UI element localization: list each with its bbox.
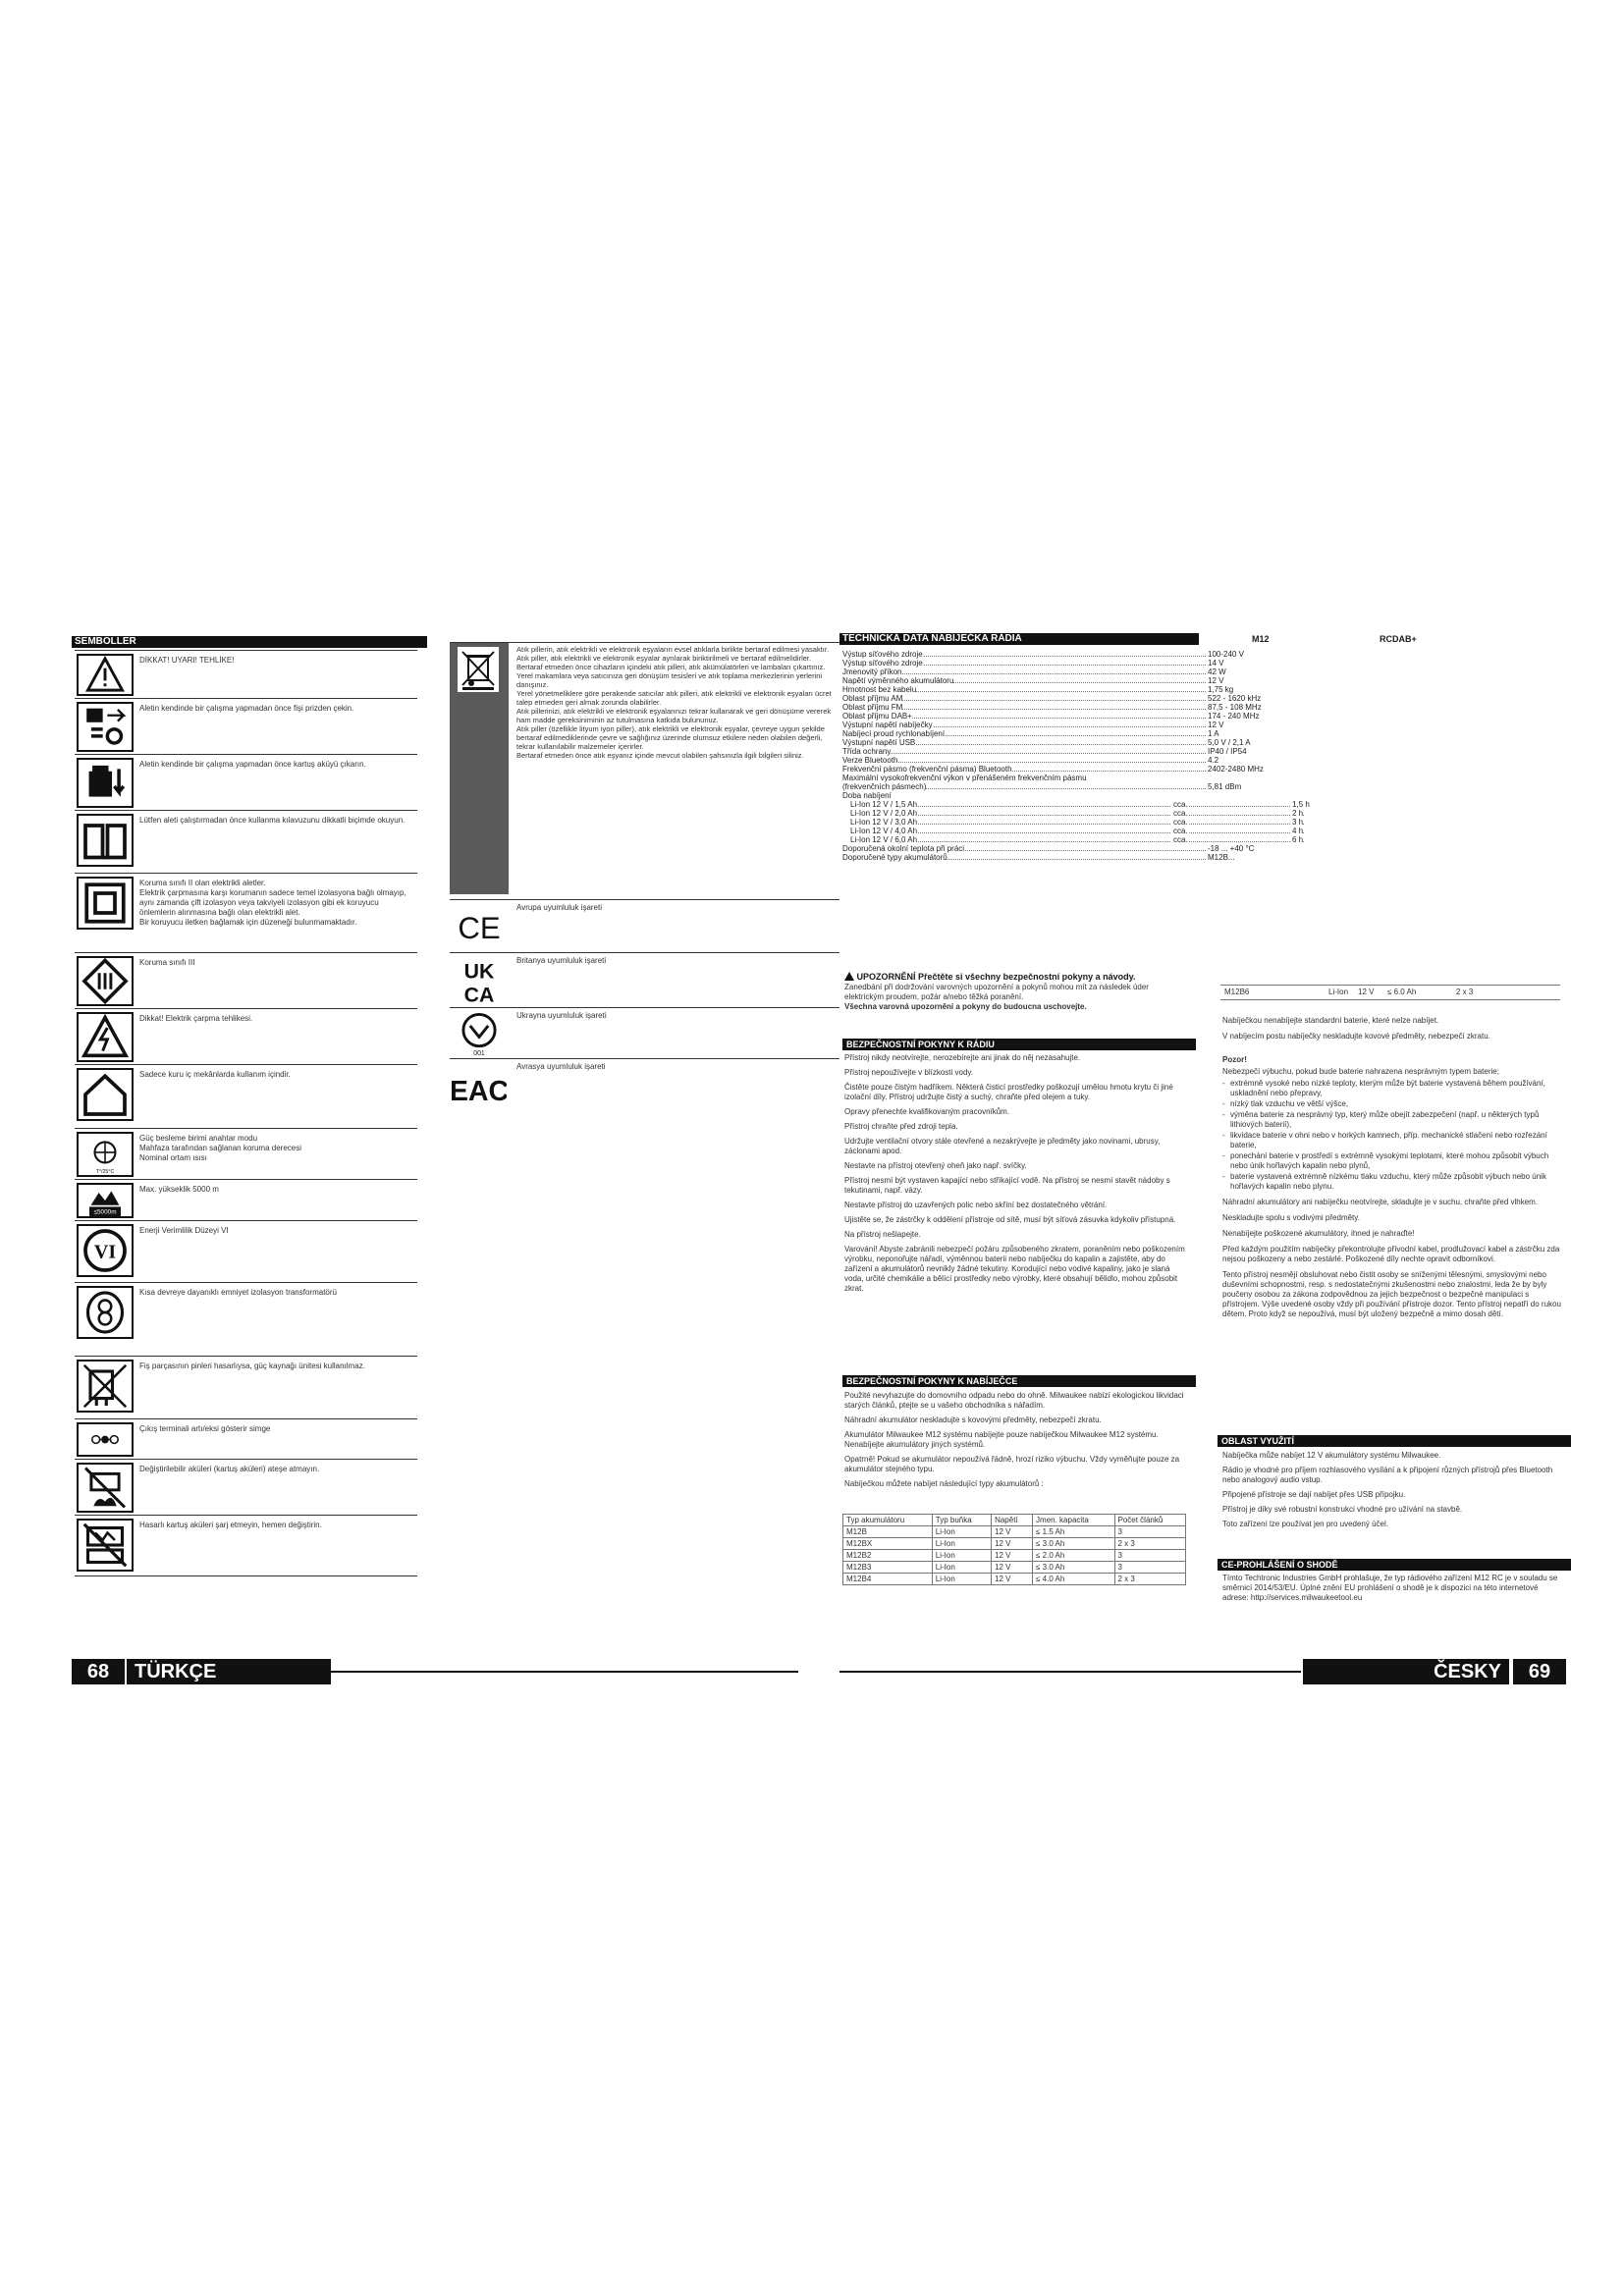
- damaged-battery-icon: [77, 1519, 134, 1572]
- table-cell: 12 V: [992, 1574, 1033, 1585]
- model-m12: M12: [1252, 634, 1270, 644]
- spec-row: [842, 659, 1304, 667]
- spec-row: [842, 667, 1304, 676]
- leader-dots: [850, 806, 1304, 807]
- usage-paras: [1222, 1451, 1566, 1534]
- disposal-icon-cell: [450, 643, 509, 894]
- radio-safety-header: BEZPEČNOSTNÍ POKYNY K RÁDIU: [842, 1039, 1196, 1050]
- bullet: -: [1222, 1172, 1225, 1181]
- remove-battery-icon: [77, 758, 134, 808]
- spec-label: Výstupní napětí USB: [842, 738, 916, 747]
- bullet: -: [1222, 1099, 1225, 1108]
- mark-row: [450, 952, 839, 1008]
- mark-text: Avrasya uyumluluk işareti: [516, 1062, 606, 1071]
- bt-cont-type: M12B6: [1224, 988, 1250, 996]
- table-cell: 3: [1114, 1550, 1186, 1562]
- spec-value: 12 V: [1208, 676, 1224, 685]
- battery-table-continued: [1220, 985, 1560, 1000]
- spec-row: [842, 791, 1304, 800]
- spec-value: 2 h: [1292, 809, 1304, 818]
- spec-label: Oblast příjmu DAB+: [842, 712, 912, 721]
- svg-text:UK: UK: [463, 959, 495, 984]
- table-row: [843, 1550, 1186, 1562]
- paragraph: Nenabíjejte poškozené akumulátory, ihned je nahraďte!: [1222, 1229, 1415, 1238]
- warning-text: Zanedbání při dodržování varovných upozornění a pokynů mohou mít za následek úder elektrickým proudem, požár a/nebo těžká poranění.: [844, 983, 1149, 1001]
- spec-approx: cca.: [1173, 827, 1188, 835]
- paragraph: Přístroj nikdy neotvírejte, nerozebírejte ani jinak do něj nezasahujte.: [844, 1053, 1081, 1062]
- battery-table-header: [843, 1515, 1186, 1526]
- ce-header: CE-PROHLÁŠENÍ O SHODĚ: [1218, 1559, 1571, 1571]
- spec-row: [842, 721, 1304, 729]
- spec-value: 87,5 - 108 MHz: [1208, 703, 1262, 712]
- spec-label: Třída ochrany: [842, 747, 892, 756]
- table-cell: 3: [1114, 1562, 1186, 1574]
- symbol-text: Aletin kendinde bir çalışma yapmadan önce kartuş aküyü çıkarın.: [139, 760, 366, 769]
- symbol-text: Max. yükseklik 5000 m: [139, 1185, 219, 1194]
- spec-row: [842, 738, 1304, 747]
- battery-table: [842, 1514, 1186, 1585]
- spec-label: Jmenovitý příkon: [842, 667, 902, 676]
- symbol-row: [75, 1128, 417, 1180]
- spec-value: 522 - 1620 kHz: [1208, 694, 1262, 703]
- wheelie-bin-crossed-icon: [458, 647, 499, 692]
- svg-text:≤5000m: ≤5000m: [93, 1208, 117, 1216]
- pozor-title: Pozor!: [1222, 1055, 1247, 1064]
- svg-text:EAC: EAC: [452, 1076, 507, 1107]
- warning-bold: Všechna varovná upozornění a pokyny do budoucna uschovejte.: [844, 1002, 1087, 1011]
- table-cell: 2 x 3: [1114, 1574, 1186, 1585]
- spec-label: Maximální vysokofrekvenční výkon v přenášeném frekvenčním pásmu: [842, 774, 1087, 782]
- spec-approx: cca.: [1173, 809, 1188, 818]
- symbol-row: [75, 1515, 417, 1576]
- mark-row: [450, 1058, 839, 1116]
- symbol-text: Hasarlı kartuş aküleri şarj etmeyin, hemen değiştirin.: [139, 1521, 322, 1529]
- list-item-text: extrémně vysoké nebo nízké teploty, kterým může být baterie vystavená během používání, uskladnění nebo přepravy,: [1230, 1079, 1545, 1097]
- spec-row: [842, 818, 1304, 827]
- spec-row: [842, 844, 1304, 853]
- charger-safety-header: BEZPEČNOSTNÍ POKYNY K NABÍJEČCE: [842, 1375, 1196, 1387]
- spec-approx: cca.: [1173, 800, 1188, 809]
- symbol-text: Dikkat! Elektrik çarpma tehlikesi.: [139, 1014, 253, 1023]
- spec-label: Verze Bluetooth: [842, 756, 898, 765]
- column-header: Napětí: [992, 1515, 1033, 1526]
- symbol-row: [75, 873, 417, 953]
- paragraph: Náhradní akumulátory ani nabíječku neotvírejte, skladujte je v suchu, chraňte před vlhkem.: [1222, 1198, 1539, 1206]
- symbol-text: Çıkış terminali artı/eksi gösterir simge: [139, 1424, 271, 1433]
- spec-value: 12 V: [1208, 721, 1224, 729]
- table-cell: 2 x 3: [1114, 1538, 1186, 1550]
- symbol-text: Fiş parçasının pinleri hasarlıysa, güç kaynağı ünitesi kullanılmaz.: [139, 1362, 365, 1370]
- table-cell: Li-Ion: [932, 1526, 991, 1538]
- symbol-text: Aletin kendinde bir çalışma yapmadan önce fişi prizden çekin.: [139, 704, 354, 713]
- symbol-row: [75, 1064, 417, 1129]
- language-label-left: TÜRKÇE: [127, 1659, 331, 1684]
- spec-row: [842, 729, 1304, 738]
- spec-label: Výstup síťového zdroje: [842, 650, 923, 659]
- table-cell: M12B2: [843, 1550, 933, 1562]
- footer-rule-right: [839, 1671, 1301, 1673]
- altitude-5000m-icon: [77, 1183, 134, 1218]
- spec-label: Napětí výměnného akumulátoru: [842, 676, 954, 685]
- paragraph: Na přístroj nešlapejte.: [844, 1230, 921, 1239]
- paragraph: Opravy přenechte kvalifikovaným pracovníkům.: [844, 1107, 1010, 1116]
- list-item: [1222, 1151, 1566, 1171]
- table-cell: 3: [1114, 1526, 1186, 1538]
- table-cell: 12 V: [992, 1562, 1033, 1574]
- table-cell: Li-Ion: [932, 1550, 991, 1562]
- spec-value: 42 W: [1208, 667, 1226, 676]
- symbol-row: [75, 1220, 417, 1283]
- list-item: [1222, 1079, 1566, 1098]
- paragraph: Náhradní akumulátor neskladujte s kovovými předměty, nebezpečí zkratu.: [844, 1415, 1102, 1424]
- spec-value: 3 h: [1292, 818, 1304, 827]
- mark-text: Ukrayna uyumluluk işareti: [516, 1011, 607, 1020]
- class-ii-icon: [77, 877, 134, 930]
- spec-value: 4 h: [1292, 827, 1304, 835]
- spec-approx: cca.: [1173, 835, 1188, 844]
- footer-rule-left: [323, 1671, 798, 1673]
- list-item: [1222, 1131, 1566, 1150]
- symbols-bottom-rule: [75, 1575, 417, 1576]
- leader-dots: [842, 753, 1206, 754]
- table-cell: Li-Ion: [932, 1562, 991, 1574]
- paragraph: Neskladujte spolu s vodivými předměty.: [1222, 1213, 1360, 1222]
- table-cell: Li-Ion: [932, 1538, 991, 1550]
- bullet: -: [1222, 1151, 1225, 1160]
- table-cell: M12B: [843, 1526, 933, 1538]
- symbol-text: Değiştirilebilir aküleri (kartuş aküleri) ateşe atmayın.: [139, 1465, 320, 1473]
- paragraph: Akumulátor Milwaukee M12 systému nabíjejte pouze nabíječkou Milwaukee M12 systému. Nenabíjejte akumulátory jiných systémů.: [844, 1430, 1159, 1449]
- svg-text:001: 001: [473, 1049, 485, 1056]
- warning-block: [844, 972, 1178, 1012]
- list-item-text: ponechání baterie v prostředí s extrémně vysokými teplotami, které mohou způsobit výbuch nebo únik hořlavých kapalin nebo plynů,: [1230, 1151, 1549, 1170]
- table-cell: 12 V: [992, 1526, 1033, 1538]
- spec-approx: cca.: [1173, 818, 1188, 827]
- leader-dots: [850, 824, 1304, 825]
- pozor-intro: Nebezpečí výbuchu, pokud bude baterie nahrazena nesprávným typem baterie;: [1222, 1067, 1499, 1076]
- column-header: Typ buňka: [932, 1515, 991, 1526]
- paragraph: Použité nevyhazujte do domovního odpadu nebo do ohně. Milwaukee nabízí ekologickou likvidaci starých článků, ptejte se u vašeho obchodníka s nářadím.: [844, 1391, 1184, 1410]
- paragraph: Ujistěte se, že zástrčky k oddělení přístroje od sítě, musí být síťová zásuvka kdykoliv přístupná.: [844, 1215, 1176, 1224]
- spec-label: Výstupní napětí nabíječky: [842, 721, 933, 729]
- spec-label: Nabíjecí proud rychlonabíjení: [842, 729, 946, 738]
- symbol-row: [75, 698, 417, 755]
- spec-row: [842, 809, 1304, 818]
- spec-label: Doporučené typy akumulátorů: [842, 853, 947, 862]
- column-header: Jmen. kapacita: [1033, 1515, 1114, 1526]
- spec-row: [842, 676, 1304, 685]
- spec-row: [842, 685, 1304, 694]
- spec-row: [842, 712, 1304, 721]
- spec-value: 174 - 240 MHz: [1208, 712, 1260, 721]
- paragraph: Nabíječka může nabíjet 12 V akumulátory systému Milwaukee.: [1222, 1451, 1441, 1460]
- symbol-row: [75, 1356, 417, 1419]
- leader-dots: [850, 832, 1304, 833]
- unplug-icon: [77, 702, 134, 752]
- page-number-right: 69: [1513, 1659, 1566, 1684]
- tech-header: [839, 633, 1566, 645]
- spec-label: Doporučená okolní teplota při práci: [842, 844, 965, 853]
- spec-row: [842, 650, 1304, 659]
- paragraph: Přístroj chraňte před zdroji tepla.: [844, 1122, 958, 1131]
- paragraph: Připojené přístroje se dají nabíjet přes USB přípojku.: [1222, 1490, 1406, 1499]
- spec-row: [842, 782, 1304, 791]
- symbol-text: Enerji Verimlilik Düzeyi VI: [139, 1226, 229, 1235]
- spec-row: [842, 853, 1304, 862]
- bt-cont-cell: Li-Ion: [1328, 988, 1349, 996]
- language-label-right: ČESKY: [1303, 1659, 1509, 1684]
- symbol-text: Lütfen aleti çalıştırmadan önce kullanma kılavuzunu dikkatli biçimde okuyun.: [139, 816, 406, 825]
- bt-cont-volt: 12 V: [1358, 988, 1375, 996]
- spec-label: Li-Ion 12 V / 1,5 Ah: [850, 800, 918, 809]
- transformer-icon: [77, 1286, 134, 1339]
- radio-safety-paras: [844, 1053, 1190, 1299]
- spec-value: 6 h: [1292, 835, 1304, 844]
- table-row: [843, 1562, 1186, 1574]
- table-cell: ≤ 2.0 Ah: [1033, 1550, 1114, 1562]
- paragraph: Nestavte na přístroj otevřený oheň jako např. svíčky.: [844, 1161, 1027, 1170]
- battery-table-wrap: [842, 1514, 1186, 1585]
- mark-text: Britanya uyumluluk işareti: [516, 956, 607, 965]
- paragraph: Rádio je vhodné pro příjem rozhlasového vysílání a k připojení různých přístrojů přes Bluetooth nebo analogový audio vstup.: [1222, 1466, 1553, 1484]
- class-iii-icon: [77, 956, 134, 1006]
- table-cell: ≤ 3.0 Ah: [1033, 1538, 1114, 1550]
- spec-value: 1,75 kg: [1208, 685, 1234, 694]
- svg-text:CE: CE: [458, 911, 501, 945]
- list-item-text: baterie vystavená extrémně nízkému tlaku vzduchu, který může způsobit výbuch nebo únik hořlavých kapalin nebo plynu.: [1230, 1172, 1546, 1191]
- warning-triangle-icon: [844, 972, 854, 981]
- paragraph: Toto zařízení lze používat jen pro uvedený účel.: [1222, 1520, 1388, 1528]
- symbol-row: [75, 650, 417, 699]
- table-cell: ≤ 4.0 Ah: [1033, 1574, 1114, 1585]
- polarity-icon: [77, 1422, 134, 1457]
- table-row: [843, 1538, 1186, 1550]
- right-footer: [839, 1659, 1566, 1684]
- eac-mark-icon: [452, 1062, 507, 1113]
- spec-value: 1,5 h: [1292, 800, 1310, 809]
- spec-value: 100-240 V: [1208, 650, 1244, 659]
- bullet: -: [1222, 1131, 1225, 1140]
- tech-data-title: TECHNICKÁ DATA NABÍJEČKA RÁDIA: [839, 633, 1199, 645]
- symbols-header: SEMBOLLER: [72, 636, 427, 648]
- spec-row: [842, 835, 1304, 844]
- symbol-row: [75, 1418, 417, 1460]
- table-cell: M12B4: [843, 1574, 933, 1585]
- table-cell: M12B3: [843, 1562, 933, 1574]
- table-cell: ≤ 3.0 Ah: [1033, 1562, 1114, 1574]
- usage-header: OBLAST VYUŽITÍ: [1218, 1435, 1571, 1447]
- spec-row: [842, 765, 1304, 774]
- bt-cont-cap: ≤ 6.0 Ah: [1387, 988, 1417, 996]
- spec-row: [842, 756, 1304, 765]
- disposal-text: Atık pillerin, atık elektrikli ve elektronik eşyaların evsel atıklarla birlikte bertaraf edilmesi yasaktır. Atık piller, atık elektrikli ve elektronik eşyalar ayrılarak biriktirilmeli ve bertaraf edilmelidirler. Bertaraf etmeden önce cihazların içindeki atık pilleri, atık akümülatörleri ve lambaları çıkartınız. Yerel makamlara veya satıcınıza geri dönüşüm tesisleri ve atık toplama merkezlerinin yerlerini danışınız. Yerel yönetmeliklere göre perakende satıcılar atık pilleri, atık elektrikli ve elektronik eşyaları ücret talep etmeden geri almak zorunda olabilirler. Atık pillerinizi, atık elektrikli ve elektronik eşyalarınızı tekrar kullanarak ve geri dönüşüme vererek ham madde gereksiniminin az tutulmasına katkıda bulununuz. Atık piller (özellikle lityum iyon piller), atık elektrikli ve elektronik eşyalar, çevreye uygun şekilde bertaraf edilmediklerinde çevre ve sağlığınız üzerinde olumsuz etkilere neden olabilen değerli, tekrar kullanılabilir malzemeler içerirler. Bertaraf etmeden önce atık eşyanız içinde mevcut olabilen şahsınızla ilgili bilgileri siliniz.: [516, 645, 832, 760]
- spec-label: Li-Ion 12 V / 6,0 Ah: [850, 835, 918, 844]
- mark-text: Avrupa uyumluluk işareti: [516, 903, 603, 912]
- spec-value: IP40 / IP54: [1208, 747, 1247, 756]
- spec-label: Frekvenční pásmo (frekvenční pásma) Bluetooth: [842, 765, 1012, 774]
- spec-label: Hmotnost bez kabelu: [842, 685, 917, 694]
- symbol-text: Kısa devreye dayanıklı emniyet izolasyon transformatörü: [139, 1288, 337, 1297]
- column-header: Typ akumulátoru: [843, 1515, 933, 1526]
- spec-row: [842, 703, 1304, 712]
- warning-title: UPOZORNĚNÍ Přečtěte si všechny bezpečnostní pokyny a návody.: [856, 972, 1136, 982]
- symbol-text: Koruma sınıfı II olan elektrikli aletler. Elektrik çarpmasına karşı korumanın sadece temel izolasyona bağlı olmayıp, aynı zamanda çift izolasyon veya takviyeli izolasyon gibi ek koruyucu önlemlerin alınmasına bağlı olan elektrikli alet. Bir koruyucu iletken bağlamak için düzeneği bulunmamaktadır.: [139, 879, 406, 927]
- spec-label: Výstup síťového zdroje: [842, 659, 923, 667]
- list-item-text: výměna baterie za nesprávný typ, který může obejít zabezpečení (např. u některých typů lithiových baterií),: [1230, 1110, 1540, 1129]
- paragraph: Před každým použitím nabíječky překontrolujte přívodní kabel, prodlužovací kabel a zástrčku zda nejsou poškozeny a nebo zestárlé. Poškozené díly nechte opravit odborníkovi.: [1222, 1245, 1560, 1263]
- left-footer: [72, 1659, 798, 1684]
- list-item: [1222, 1172, 1566, 1192]
- list-item-text: nízký tlak vzduchu ve větší výšce,: [1230, 1099, 1349, 1108]
- symbol-row: [75, 1179, 417, 1221]
- spec-value: 1 A: [1208, 729, 1219, 738]
- spec-value: 5,81 dBm: [1208, 782, 1242, 791]
- symbol-row: [75, 1282, 417, 1357]
- symbol-row: [75, 1459, 417, 1516]
- model-rcdab: RCDAB+: [1380, 634, 1417, 644]
- table-cell: M12BX: [843, 1538, 933, 1550]
- manual-book-icon: [77, 814, 134, 867]
- mark-row: [450, 1007, 839, 1059]
- spec-label: Li-Ion 12 V / 3,0 Ah: [850, 818, 918, 827]
- ce-text: Tímto Techtronic Industries GmbH prohlašuje, že typ rádiového zařízení M12 RC je v souladu se směrnicí 2014/53/EU. Úplné znění EU prohlášení o shodě je k dispozici na této internetové adrese: http://services.milwaukeetool.eu: [1222, 1574, 1558, 1602]
- spec-value: 5,0 V / 2,1 A: [1208, 738, 1251, 747]
- indoor-house-icon: [77, 1068, 134, 1121]
- efficiency-vi-icon: [77, 1224, 134, 1277]
- spec-label: Li-Ion 12 V / 4,0 Ah: [850, 827, 918, 835]
- paragraph: Přístroj je díky své robustní konstrukci vhodné pro užívání na stavbě.: [1222, 1505, 1463, 1514]
- bt-cont-count: 2 x 3: [1456, 988, 1474, 996]
- table-row: [843, 1574, 1186, 1585]
- paragraph: Přístroj nesmí být vystaven kapající nebo stříkající vodě. Na přístroj se nesmí stavět nádoby s tekutinami, např. vázy.: [844, 1176, 1170, 1195]
- warning-title-row: [844, 972, 1178, 983]
- paragraph: Přístroj nepoužívejte v blízkosti vody.: [844, 1068, 974, 1077]
- paragraph: Opatrně! Pokud se akumulátor nepoužívá řádně, hrozí riziko výbuchu. Vždy vyměňujte pouze za akumulátor stejného typu.: [844, 1455, 1180, 1473]
- spec-label: Li-Ion 12 V / 2,0 Ah: [850, 809, 918, 818]
- symbol-text: Sadece kuru iç mekânlarda kullanım içindir.: [139, 1070, 291, 1079]
- spec-value: M12B...: [1208, 853, 1235, 862]
- paragraph: V nabíjecím postu nabíječky neskladujte kovové předměty, nebezpečí zkratu.: [1222, 1032, 1490, 1041]
- column-header: Počet článků: [1114, 1515, 1186, 1526]
- paragraph: Udržujte ventilační otvory stále otevřené a nezakrývejte je předměty jako novinami, ubrusy, záclonami apod.: [844, 1137, 1161, 1155]
- table-cell: 12 V: [992, 1538, 1033, 1550]
- paragraph: Nabíječkou nenabíjejte standardní baterie, které nelze nabíjet.: [1222, 1016, 1439, 1025]
- charger-safety-paras: [844, 1391, 1190, 1494]
- leader-dots: [850, 841, 1304, 842]
- paragraph: Nestavte přístroj do uzavřených polic nebo skříní bez dostatečného větrání.: [844, 1201, 1108, 1209]
- spec-row: [842, 774, 1304, 782]
- paragraph: Čistěte pouze čistým hadříkem. Některá čisticí prostředky poškozují umělou hmotu krytu či jiné izolační díly. Přístroj udržujte čistý a suchý, chraňte před olejem a tuky.: [844, 1083, 1173, 1101]
- spec-value: -18 ... +40 °C: [1208, 844, 1255, 853]
- bullet: -: [1222, 1079, 1225, 1088]
- svg-text:VI: VI: [93, 1241, 117, 1263]
- symbol-row: [75, 754, 417, 811]
- spec-row: [842, 694, 1304, 703]
- table-cell: ≤ 1.5 Ah: [1033, 1526, 1114, 1538]
- table-row: [843, 1526, 1186, 1538]
- spec-row: [842, 827, 1304, 835]
- symbol-text: Koruma sınıfı III: [139, 958, 195, 967]
- table-cell: 12 V: [992, 1550, 1033, 1562]
- right-column-2: [1222, 1016, 1566, 1325]
- ukca-mark-icon: [452, 956, 507, 1005]
- bullet: -: [1222, 1110, 1225, 1119]
- symbol-text: Güç besleme birimi anahtar modu Mahfaza tarafından sağlanan koruma derecesi Nominal ortam ısısı: [139, 1134, 301, 1162]
- symbol-row: [75, 952, 417, 1009]
- symbol-row: [75, 1008, 417, 1065]
- warning-triangle-icon: [77, 654, 134, 696]
- symbol-row: [75, 810, 417, 874]
- spec-row: [842, 800, 1310, 809]
- spacer: [1222, 1047, 1566, 1055]
- table-cell: Li-Ion: [932, 1574, 991, 1585]
- spec-label: (frekvenčních pásmech): [842, 782, 927, 791]
- symbol-text: DİKKAT! UYARI! TEHLİKE!: [139, 656, 235, 665]
- power-supply-icon: [77, 1132, 134, 1177]
- spec-label: Oblast příjmu FM: [842, 703, 903, 712]
- svg-text:CA: CA: [463, 983, 495, 1005]
- list-item: [1222, 1099, 1566, 1109]
- spec-value: 2402-2480 MHz: [1208, 765, 1264, 774]
- spec-label: Oblast příjmu AM: [842, 694, 903, 703]
- svg-text:T°/25°C: T°/25°C: [95, 1168, 115, 1175]
- no-damaged-plug-icon: [77, 1360, 134, 1413]
- spec-value: 14 V: [1208, 659, 1224, 667]
- spec-row: [842, 747, 1304, 756]
- leader-dots: [850, 815, 1304, 816]
- pozor-list: [1222, 1079, 1566, 1192]
- paragraph: Varování! Abyste zabránili nebezpečí požáru způsobeného zkratem, poraněním nebo poškozením výrobku, neponořujte nářadí, výměnnou baterii nebo nabíječku do kapalin a zajistěte, aby do zařízení a akumulátorů nevnikly žádné tekutiny. Korodující nebo vodivé kapaliny, jako je slaná voda, určité chemikálie a bělící prostředky nebo výrobky, které obsahují bělidlo, mohou způsobit zkrat.: [844, 1245, 1185, 1293]
- list-item: [1222, 1110, 1566, 1130]
- electric-shock-icon: [77, 1012, 134, 1062]
- spec-value: 4.2: [1208, 756, 1219, 765]
- ce-mark-icon: [452, 903, 507, 950]
- mark-row: [450, 899, 839, 953]
- page-number-left: 68: [72, 1659, 125, 1684]
- paragraph: Nabíječkou můžete nabíjet následující typy akumulátorů :: [844, 1479, 1044, 1488]
- ukraine-mark-icon: [452, 1011, 507, 1056]
- spec-label: Doba nabíjení: [842, 791, 892, 800]
- no-fire-battery-icon: [77, 1463, 134, 1513]
- list-item-text: likvidace baterie v ohni nebo v horkých kamnech, příp. mechanické stlačení nebo rozřezání baterie,: [1230, 1131, 1547, 1149]
- disposal-block: [450, 642, 839, 898]
- paragraph: Tento přístroj nesmějí obsluhovat nebo čistit osoby se sníženými tělesnými, smyslovými nebo duševními schopnostmi, resp. s nedostatečnými zkušenostmi nebo znalostmi, leda že by byly poučeny osobou za zákona zodpovědnou za jejich bezpečnost o bezpečné manipulaci s přístrojem. Výše uvedené osoby vždy při používání přístroje dozor. Tento přístroj nepatří do rukou dětem. Proto když se nepoužívá, musí být uložený bezpečně a mimo dosah dětí.: [1222, 1270, 1561, 1318]
